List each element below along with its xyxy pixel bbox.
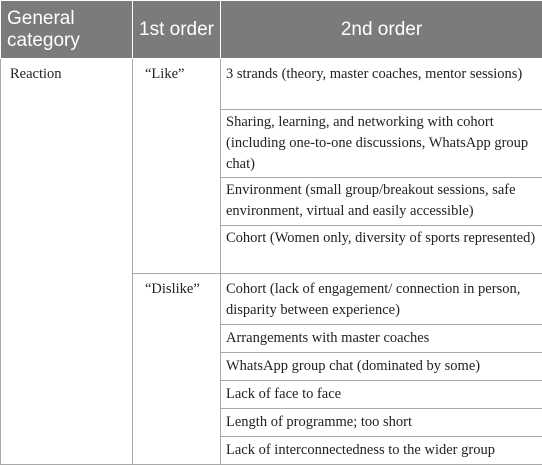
header-general-category: General category bbox=[1, 1, 133, 59]
second-order-cell: Cohort (Women only, diversity of sports represented) bbox=[221, 226, 542, 274]
second-order-cell: 3 strands (theory, master coaches, mentor sessions) bbox=[221, 59, 542, 110]
second-order-cell: WhatsApp group chat (dominated by some) bbox=[221, 353, 542, 381]
second-order-cell: Arrangements with master coaches bbox=[221, 325, 542, 353]
general-category-cell: Reaction bbox=[1, 59, 133, 465]
second-order-cell: Sharing, learning, and networking with cohort (including one-to-one discussions, WhatsApp group chat) bbox=[221, 110, 542, 178]
second-order-cell: Length of programme; too short bbox=[221, 409, 542, 437]
second-order-cell: Cohort (lack of engagement/ connection in person, disparity between experience) bbox=[221, 274, 542, 325]
second-order-cell: Lack of interconnectedness to the wider group bbox=[221, 437, 542, 465]
second-order-cell: Environment (small group/breakout sessions, safe environment, virtual and easily accessible) bbox=[221, 178, 542, 226]
header-row bbox=[1, 1, 542, 59]
first-order-cell-dislike: “Dislike” bbox=[133, 274, 221, 465]
second-order-cell: Lack of face to face bbox=[221, 381, 542, 409]
first-order-cell-like: “Like” bbox=[133, 59, 221, 274]
table-row bbox=[1, 59, 542, 110]
header-first-order: 1st order bbox=[133, 1, 221, 59]
header-second-order: 2nd order bbox=[221, 1, 542, 59]
